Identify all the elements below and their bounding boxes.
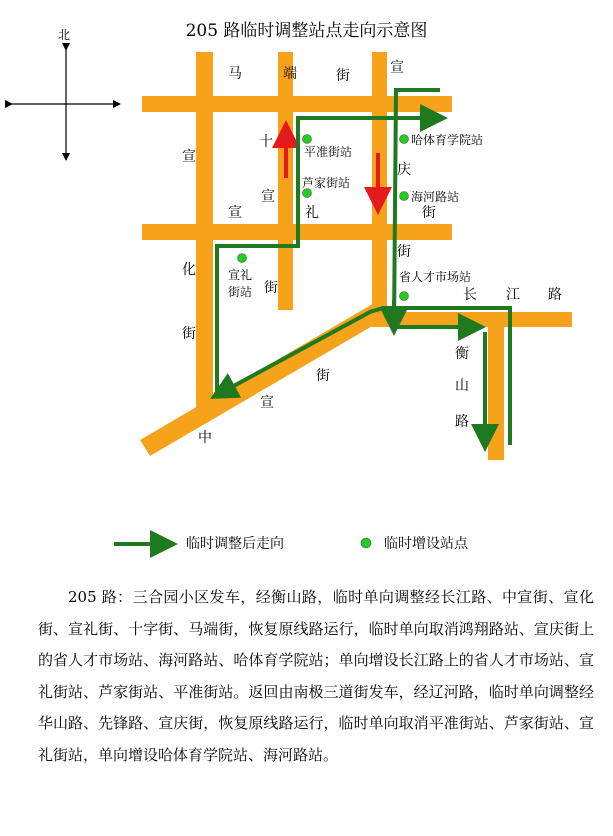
station-hati-dot [400,135,409,144]
road-label-xuanqing-1: 宣 [390,60,404,76]
route-description-text: 205 路：三合园小区发车，经衡山路，临时单向调整经长江路、中宣街、宣化街、宣礼街、十字街、马端街，恢复原线路运行，临时单向取消鸿翔路站、宣庆街上的省人才市场站、海河路站、哈体育学院站；单向增设长江路上的省人才市场站、宣礼街站、芦家街站、平准街站。返回由南极三道街发车，经辽河路，临时单向调整经华山路、先锋路、宣庆街，恢复原线路运行，临时单向取消平准街站、芦家街站、宣礼街站，单向增设哈体育学院站、海河路站。 [38,588,594,764]
station-pingzhun-dot [303,135,312,144]
road-huashan [196,52,213,412]
road-label-zhongxuan-3: 中 [198,430,212,446]
station-haihe-label: 海河路站 [411,190,460,204]
road-label-huashan-1: 宣 [182,149,196,165]
road-label-xuanli-small: 街 [264,280,278,296]
station-pingzhun-label: 平准街站 [304,145,353,159]
road-label-maduan-3: 街 [336,68,350,84]
station-rencai-label: 省人才市场站 [399,270,472,284]
road-label-huashan-2: 化 [182,262,196,278]
road-label-huashan-3: 街 [182,326,196,342]
road-label-shizi-1: 十 [259,134,273,150]
station-xuanli-label-2: 街站 [228,285,253,299]
route-description [38,582,594,772]
legend-route-label: 临时调整后走向 [186,536,284,552]
road-label-maduan-1: 马 [228,66,242,82]
road-label-changjiang-3: 路 [548,287,562,303]
map-title: 205 路临时调整站点走向示意图 [185,21,428,41]
station-xuanli-dot [238,254,247,263]
road-label-changjiang-2: 江 [506,287,520,303]
road-hengshan [488,318,504,460]
legend-station-label: 临时增设站点 [384,536,468,552]
station-lujia-label: 芦家街站 [302,176,351,190]
station-rencai-dot [400,292,409,301]
road-label-xuanqing-4: 街 [397,244,411,260]
road-label-maduan-2: 端 [283,66,297,82]
station-xuanli-label-1: 宣礼 [228,268,253,282]
road-label-xuanqing-3: 街 [422,205,436,221]
road-label-changjiang-1: 长 [463,287,477,303]
road-maduan [142,96,452,112]
road-label-xuanli-1: 宣 [228,205,242,221]
road-label-zhongxuan-1: 街 [316,368,330,384]
road-label-hengshan-2: 山 [455,378,469,394]
road-network [140,52,572,460]
compass-north-label: 北 [58,28,71,42]
road-shizi [278,52,293,310]
road-label-shizi-3: 礼 [305,205,319,221]
road-label-xuanqing-2: 庆 [397,162,411,178]
compass [12,50,120,160]
road-label-shizi-2: 宣 [261,189,275,205]
station-haihe-dot [400,192,409,201]
road-label-hengshan-1: 衡 [455,346,469,362]
station-hati-label: 哈体育学院站 [411,133,484,147]
road-label-zhongxuan-2: 宣 [260,395,274,411]
road-changjiang [374,312,572,327]
road-label-hengshan-3: 路 [455,414,469,430]
